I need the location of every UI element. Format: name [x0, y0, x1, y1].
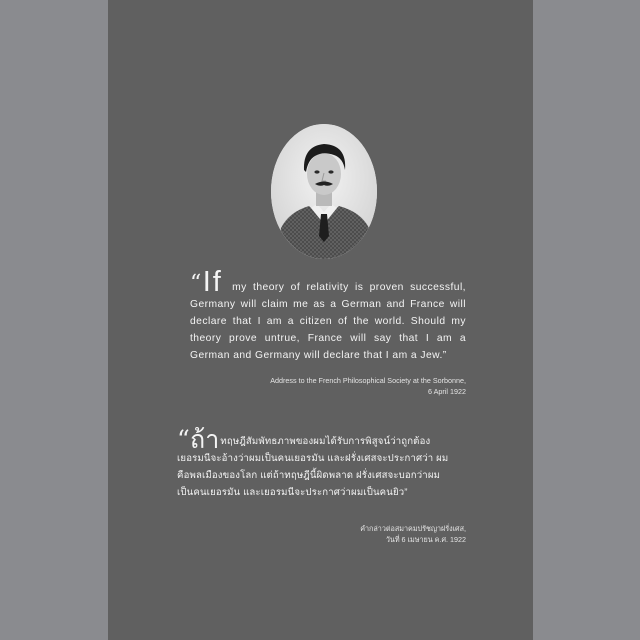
- thai-quote-dropcap: ถ้า: [189, 426, 220, 454]
- book-page: [108, 0, 533, 640]
- thai-quote: [177, 425, 471, 501]
- thai-opening-quote-mark: “: [177, 425, 190, 454]
- opening-quote-mark: “: [190, 271, 202, 296]
- english-quote-text: my theory of relativity is proven successful, Germany will claim me as a German and France will declare that I am a citizen of the world. Should my theory prove untrue, France will say that I am a German and Germany will declare that I am a Jew.”: [190, 282, 466, 361]
- thai-quote-line-3: คือพลเมืองของโลก แต่ถ้าทฤษฎีนี้ผิดพลาด ฝรั่งเศสจะบอกว่าผม: [177, 470, 441, 481]
- portrait-illustration: [271, 124, 377, 259]
- thai-quote-source: [360, 523, 466, 545]
- english-quote: [190, 266, 466, 365]
- english-quote-source: [270, 375, 466, 397]
- thai-source-line-2: วันที่ 6 เมษายน ค.ศ. 1922: [385, 535, 466, 544]
- thai-quote-line-4: เป็นคนเยอรมัน และเยอรมนีจะประกาศว่าผมเป็นคนยิว”: [177, 487, 408, 498]
- thai-quote-line-1-text: ทฤษฎีสัมพัทธภาพของผมได้รับการพิสูจน์ว่าถูกต้อง: [220, 436, 431, 447]
- thai-quote-line-2: เยอรมนีจะอ้างว่าผมเป็นคนเยอรมัน และฝรั่งเศสจะประกาศว่า ผม: [177, 453, 449, 464]
- thai-source-line-1: คำกล่าวต่อสมาคมปรัชญาฝรั่งเศส,: [360, 524, 466, 533]
- english-source-line-1: Address to the French Philosophical Society at the Sorbonne,: [270, 376, 466, 385]
- english-source-line-2: 6 April 1922: [428, 387, 466, 396]
- quote-dropcap: If: [202, 266, 223, 298]
- portrait-photo-icon: [271, 124, 377, 259]
- thai-quote-line-1: [177, 425, 471, 454]
